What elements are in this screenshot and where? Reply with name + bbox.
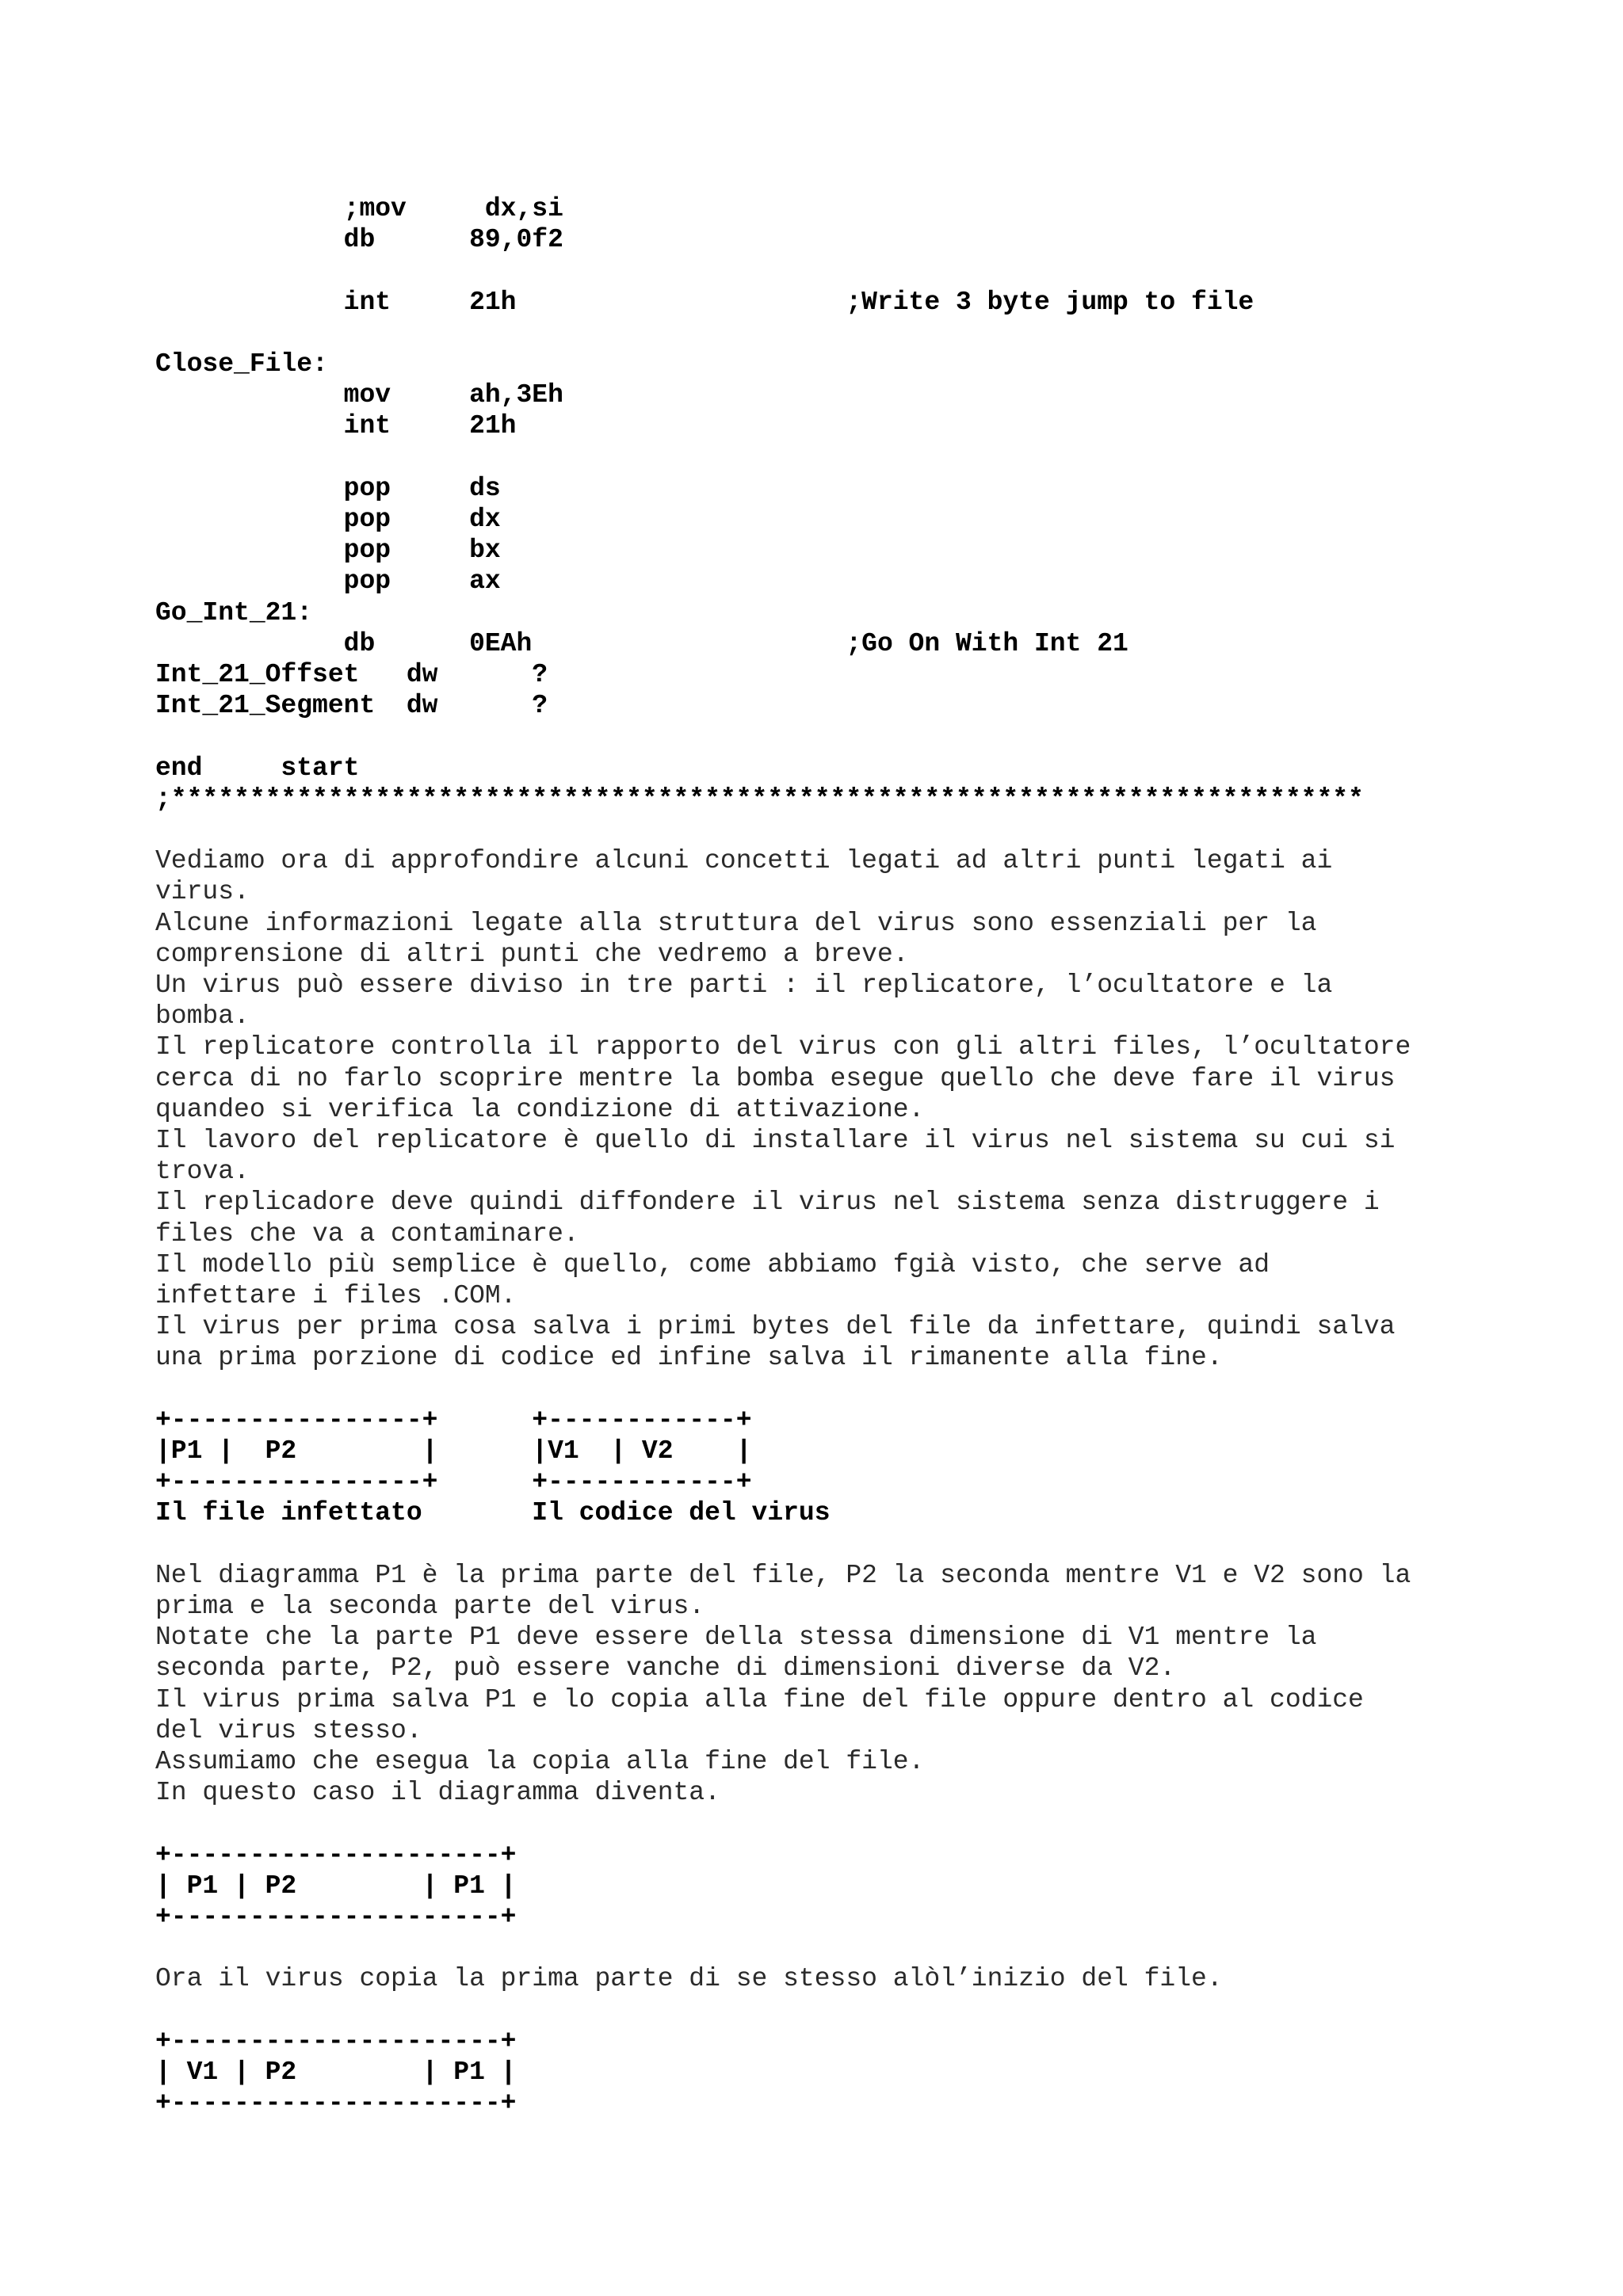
text-line: cerca di no farlo scoprire mentre la bomba esegue quello che deve fare il virus xyxy=(155,1063,1396,1093)
text-line: virus. xyxy=(155,877,250,907)
text-line: pop ds xyxy=(155,473,501,503)
text-line: Nel diagramma P1 è la prima parte del file, P2 la seconda mentre V1 e V2 sono la xyxy=(155,1560,1411,1590)
text-line: seconda parte, P2, può essere vanche di dimensioni diverse da V2. xyxy=(155,1653,1176,1684)
text-line: +---------------------+ xyxy=(155,1840,517,1870)
text-line: ;mov dx,si xyxy=(155,194,563,223)
text-line: Il virus per prima cosa salva i primi bytes del file da infettare, quindi salva xyxy=(155,1312,1396,1342)
text-line: una prima porzione di codice ed infine salva il rimanente alla fine. xyxy=(155,1343,1223,1373)
text-line: end start xyxy=(155,753,360,783)
text-line: Il replicatore controlla il rapporto del virus con gli altri files, l’ocultatore xyxy=(155,1032,1411,1062)
text-line: Notate che la parte P1 deve essere della stessa dimensione di V1 mentre la xyxy=(155,1623,1317,1653)
text-line: +---------------------+ xyxy=(155,2088,517,2119)
text-line: Int_21_Offset dw ? xyxy=(155,660,548,689)
text-line: Go_Int_21: xyxy=(155,597,313,627)
text-line: trova. xyxy=(155,1157,250,1187)
text-line: ;**************************************************************************** xyxy=(155,784,1364,814)
text-line: | P1 | P2 | P1 | xyxy=(155,1871,517,1901)
text-line: bomba. xyxy=(155,1001,250,1032)
text-line: pop bx xyxy=(155,536,501,566)
text-line: prima e la seconda parte del virus. xyxy=(155,1592,705,1621)
text-line: del virus stesso. xyxy=(155,1715,422,1745)
text-line: db 89,0f2 xyxy=(155,225,563,255)
text-line: files che va a contaminare. xyxy=(155,1219,579,1249)
text-line: comprensione di altri punti che vedremo a breve. xyxy=(155,939,909,969)
text-line: db 0EAh ;Go On With Int 21 xyxy=(155,628,1128,658)
text-line: Close_File: xyxy=(155,349,328,379)
text-line: pop ax xyxy=(155,566,501,597)
text-line: int 21h ;Write 3 byte jump to file xyxy=(155,287,1254,317)
text-line: Assumiamo che esegua la copia alla fine del file. xyxy=(155,1747,925,1776)
text-line: pop dx xyxy=(155,505,501,534)
text-line: |P1 | P2 | |V1 | V2 | xyxy=(155,1436,752,1466)
text-line: +----------------+ +------------+ xyxy=(155,1405,752,1435)
text-line: Ora il virus copia la prima parte di se stesso alòl’inizio del file. xyxy=(155,1964,1223,1994)
text-line: In questo caso il diagramma diventa. xyxy=(155,1778,720,1808)
text-line: Alcune informazioni legate alla struttura del virus sono essenziali per la xyxy=(155,908,1317,938)
text-line: Il file infettato Il codice del virus xyxy=(155,1498,831,1528)
text-line: infettare i files .COM. xyxy=(155,1281,517,1310)
text-line: +---------------------+ xyxy=(155,2026,517,2056)
text-line: | V1 | P2 | P1 | xyxy=(155,2058,517,2087)
text-line: Il lavoro del replicatore è quello di installare il virus nel sistema su cui si xyxy=(155,1126,1396,1155)
text-line: Il virus prima salva P1 e lo copia alla fine del file oppure dentro al codice xyxy=(155,1684,1364,1714)
text-line: Il replicadore deve quindi diffondere il virus nel sistema senza distruggere i xyxy=(155,1188,1380,1218)
text-line: int 21h xyxy=(155,411,517,441)
text-line: Il modello più semplice è quello, come abbiamo fgià visto, che serve ad xyxy=(155,1249,1270,1280)
text-line: +---------------------+ xyxy=(155,1902,517,1932)
text-line: quandeo si verifica la condizione di attivazione. xyxy=(155,1094,925,1124)
text-line: Un virus può essere diviso in tre parti : il replicatore, l’ocultatore e la xyxy=(155,971,1333,1000)
text-line: Vediamo ora di approfondire alcuni concetti legati ad altri punti legati ai xyxy=(155,846,1333,876)
text-line: +----------------+ +------------+ xyxy=(155,1467,752,1497)
text-line: mov ah,3Eh xyxy=(155,380,563,410)
text-line: Int_21_Segment dw ? xyxy=(155,691,548,721)
